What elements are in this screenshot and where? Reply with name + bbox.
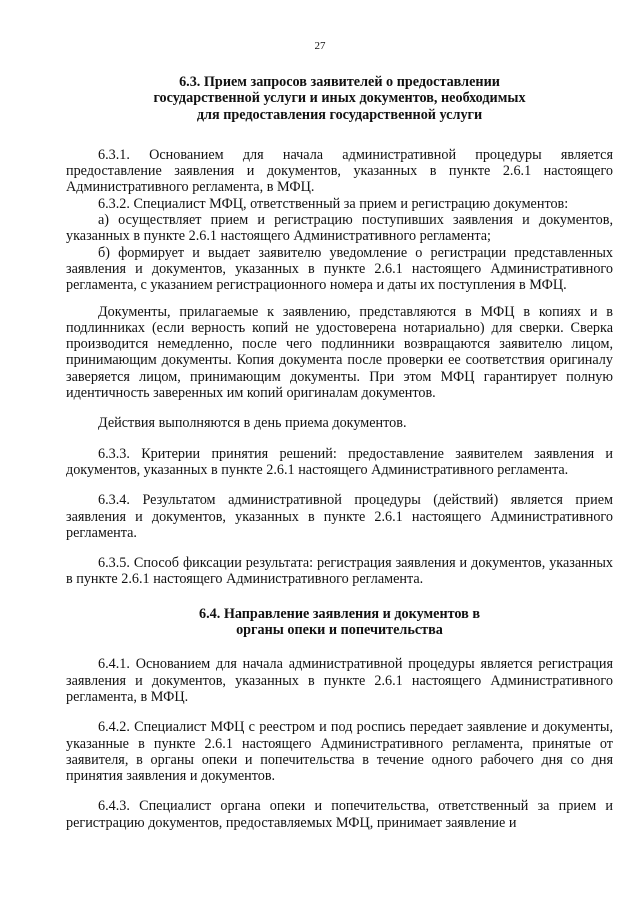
heading-line: для предоставления государственной услуги: [196, 106, 483, 123]
paragraph-6-3-4: 6.3.4. Результатом административной процедуры (действий) является прием заявления и документов, указанных в пункте 2.6.1 настоящего Административного регламента.: [66, 492, 613, 541]
paragraph-6-4-2: 6.4.2. Специалист МФЦ с реестром и под роспись передает заявление и документы, указанные в пункте 2.6.1 настоящего Административного регламента, принятые от заявителя, в органы опеки и попечительства в течение одного рабочего дня со дня принятия заявления и документов.: [66, 719, 613, 785]
paragraph-documents: Документы, прилагаемые к заявлению, представляются в МФЦ в копиях и в подлинниках (если верность копий не удостоверена нотариально) для сверки. Сверка производится немедленно, после чего подлинники возвращаются заявителю лицом, принимающим документы. Копия документа после проверки ее соответствия оригиналу заверяется лицом, принимающим документы. При этом МФЦ гарантирует полную идентичность заверенных им копий оригиналам документов.: [66, 303, 613, 402]
heading-line: 6.3. Прием запросов заявителей о предоставлении: [179, 74, 500, 90]
paragraph-6-3-2-a: а) осуществляет прием и регистрацию поступивших заявления и документов, указанных в пункте 2.6.1 настоящего Административного регламента;: [66, 212, 613, 245]
heading-line: органы опеки и попечительства: [236, 622, 443, 639]
heading-line: 6.4. Направление заявления и документов в: [198, 605, 481, 622]
section-6-4-heading: [66, 606, 613, 639]
paragraph-6-4-1: 6.4.1. Основанием для начала административной процедуры является регистрация заявления и документов, указанных в пункте 2.6.1 настоящего Административного регламента, в МФЦ.: [66, 656, 613, 705]
paragraph-6-3-1: 6.3.1. Основанием для начала административной процедуры является предоставление заявления и документов, указанных в пункте 2.6.1 настоящего Административного регламента, в МФЦ.: [66, 146, 613, 196]
paragraph-actions-day: Действия выполняются в день приема документов.: [98, 415, 407, 432]
paragraph-6-3-3: 6.3.3. Критерии принятия решений: предоставление заявителем заявления и документов, указанных в пункте 2.6.1 настоящего Административного регламента.: [66, 445, 613, 478]
section-6-3-heading: [66, 74, 613, 123]
document-body: [66, 74, 613, 831]
paragraph-6-3-2: 6.3.2. Специалист МФЦ, ответственный за прием и регистрацию документов:: [98, 195, 569, 212]
paragraph-6-3-5: 6.3.5. Способ фиксации результата: регистрация заявления и документов, указанных в пункте 2.6.1 настоящего Административного регламента.: [66, 555, 613, 588]
page-number: 27: [314, 40, 326, 52]
paragraph-6-4-3: 6.4.3. Специалист органа опеки и попечительства, ответственный за прием и регистрацию документов, предоставляемых МФЦ, принимает заявление и: [66, 798, 613, 831]
heading-line: государственной услуги и иных документов, необходимых: [153, 90, 526, 107]
paragraph-6-3-2-b: б) формирует и выдает заявителю уведомление о регистрации представленных заявления и документов, указанных в пункте 2.6.1 настоящего Административного регламента, с указанием регистрационного номера и даты их поступления в МФЦ.: [66, 244, 613, 294]
